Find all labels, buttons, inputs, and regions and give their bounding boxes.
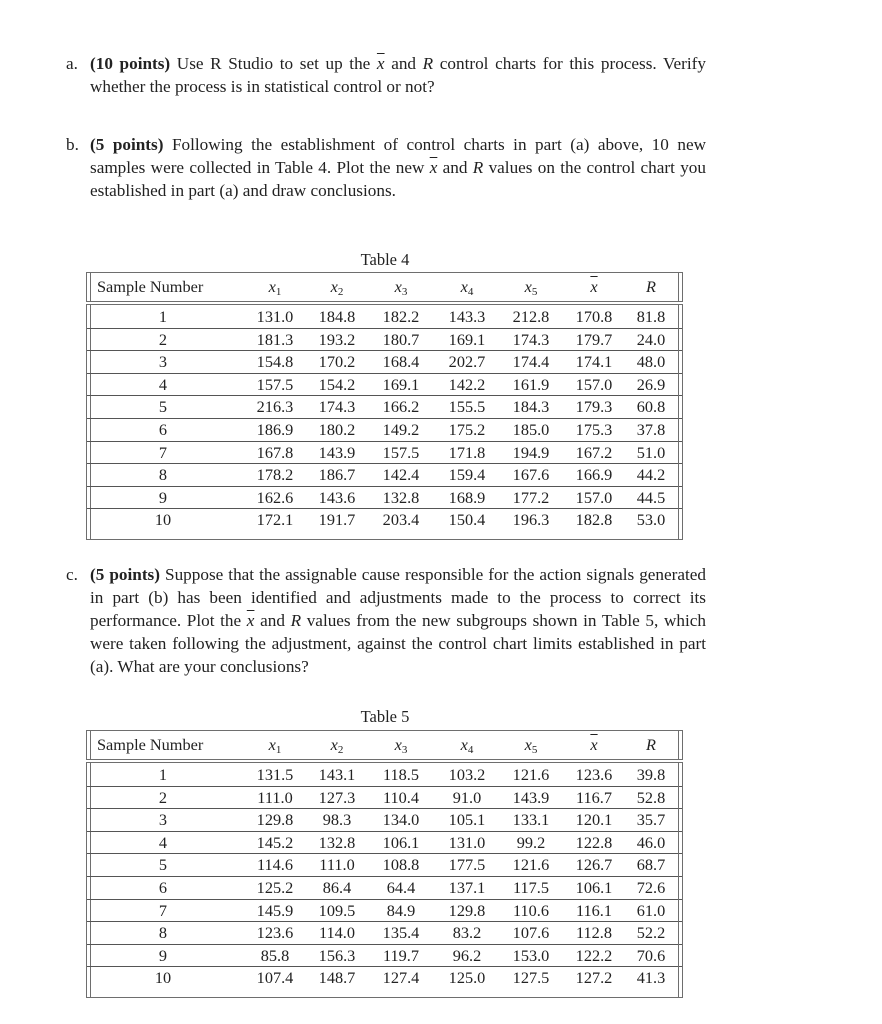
value-cell: 127.2	[575, 968, 613, 988]
value-cell: 126.7	[575, 855, 613, 875]
value-cell: 51.0	[636, 442, 666, 462]
value-cell: 177.2	[512, 487, 550, 507]
sample-number-cell: 10	[154, 510, 172, 530]
value-cell: 64.4	[386, 878, 416, 897]
value-cell: 175.3	[575, 420, 613, 439]
table-row	[87, 945, 682, 967]
value-cell: 122.2	[575, 945, 613, 965]
points-label: (5 points)	[90, 135, 164, 154]
header-x4: $x_4$	[460, 277, 474, 298]
value-cell: 161.9	[512, 374, 550, 394]
value-cell: 118.5	[382, 765, 420, 784]
value-cell: 61.0	[636, 900, 666, 920]
value-cell: 182.2	[382, 307, 420, 326]
value-cell: 150.4	[448, 510, 486, 530]
value-cell: 127.3	[318, 787, 356, 807]
value-cell: 180.2	[318, 420, 356, 439]
header-xbar: $\overline{x}$	[590, 735, 598, 754]
table-row	[87, 832, 682, 854]
value-cell: 121.6	[512, 765, 550, 784]
sample-number-cell: 6	[158, 420, 168, 439]
value-cell: 121.6	[512, 855, 550, 875]
value-cell: 106.1	[382, 832, 420, 852]
value-cell: 125.0	[448, 968, 486, 988]
value-cell: 157.5	[256, 374, 294, 394]
question-c	[66, 563, 706, 678]
value-cell: 142.2	[448, 374, 486, 394]
value-cell: 127.5	[512, 968, 550, 988]
points-label: (10 points)	[90, 54, 171, 73]
question-label: c.	[66, 565, 78, 584]
value-cell: 44.2	[636, 465, 666, 485]
header-r: R	[646, 277, 656, 296]
table-row	[87, 396, 682, 418]
sample-number-cell: 6	[158, 878, 168, 897]
sample-number-cell: 2	[158, 329, 168, 349]
value-cell: 107.6	[512, 923, 550, 943]
table-row	[87, 306, 682, 328]
value-cell: 83.2	[452, 923, 482, 943]
value-cell: 143.1	[318, 765, 356, 784]
value-cell: 143.3	[448, 307, 486, 326]
value-cell: 39.8	[636, 765, 666, 784]
table-row	[87, 922, 682, 944]
xbar-symbol: $\overline{x}$	[376, 54, 385, 73]
table-row	[87, 464, 682, 486]
value-cell: 53.0	[636, 510, 666, 530]
value-cell: 108.8	[382, 855, 420, 875]
value-cell: 180.7	[382, 329, 420, 349]
value-cell: 179.3	[575, 397, 613, 417]
sample-number-cell: 9	[158, 945, 168, 965]
value-cell: 134.0	[382, 810, 420, 830]
sample-number-cell: 1	[158, 307, 168, 326]
question-text: (10 points) Use R Studio to set up the $\overline{x}$ and R control charts for this process. Verify whether the process is in statistical control or not?	[90, 54, 706, 96]
header-x4: $x_4$	[460, 735, 474, 756]
sample-number-cell: 2	[158, 787, 168, 807]
question-a	[66, 52, 706, 98]
value-cell: 111.0	[319, 855, 355, 875]
value-cell: 70.6	[636, 945, 666, 965]
value-cell: 110.6	[512, 900, 550, 920]
value-cell: 127.4	[382, 968, 420, 988]
value-cell: 133.1	[512, 810, 550, 830]
value-cell: 175.2	[448, 420, 486, 439]
question-text: (5 points) Suppose that the assignable cause responsible for the action signals generated in part (b) has been identified and adjustments made to the process to correct its performance. Plot the $\overline{x}$ and R values from the new subgroups shown in Table 5, which were taken following the adjustment, against the control chart limits established in part (a). What are your conclusions?	[90, 565, 706, 676]
value-cell: 162.6	[256, 487, 294, 507]
value-cell: 177.5	[448, 855, 486, 875]
table-row	[87, 419, 682, 441]
sample-number-cell: 7	[158, 442, 168, 462]
value-cell: 131.0	[448, 832, 486, 852]
value-cell: 91.0	[452, 787, 482, 807]
table-row	[87, 854, 682, 876]
value-cell: 170.2	[318, 352, 356, 372]
value-cell: 85.8	[260, 945, 290, 965]
value-cell: 107.4	[256, 968, 294, 988]
value-cell: 174.1	[575, 352, 613, 372]
header-x3: $x_3$	[394, 735, 408, 756]
value-cell: 156.3	[318, 945, 356, 965]
value-cell: 174.4	[512, 352, 550, 372]
header-xbar: $\overline{x}$	[590, 277, 598, 296]
value-cell: 125.2	[256, 878, 294, 897]
value-cell: 132.8	[318, 832, 356, 852]
value-cell: 157.0	[575, 374, 613, 394]
table-row	[87, 967, 682, 989]
value-cell: 96.2	[452, 945, 482, 965]
value-cell: 148.7	[318, 968, 356, 988]
value-cell: 142.4	[382, 465, 420, 485]
question-label: a.	[66, 54, 78, 73]
value-cell: 185.0	[512, 420, 550, 439]
question-label: b.	[66, 135, 79, 154]
value-cell: 170.8	[575, 307, 613, 326]
value-cell: 123.6	[256, 923, 294, 943]
header-sample-number: Sample Number	[97, 277, 204, 296]
value-cell: 60.8	[636, 397, 666, 417]
value-cell: 123.6	[575, 765, 613, 784]
value-cell: 194.9	[512, 442, 550, 462]
sample-number-cell: 10	[154, 968, 172, 988]
value-cell: 135.4	[382, 923, 420, 943]
value-cell: 145.2	[256, 832, 294, 852]
header-sample-number: Sample Number	[97, 735, 204, 754]
xbar-symbol: $\overline{x}$	[429, 158, 438, 177]
value-cell: 216.3	[256, 397, 294, 417]
table-4-caption: Table 4	[360, 250, 410, 269]
value-cell: 24.0	[636, 329, 666, 349]
value-cell: 168.4	[382, 352, 420, 372]
value-cell: 103.2	[448, 765, 486, 784]
value-cell: 84.9	[386, 900, 416, 920]
value-cell: 46.0	[636, 832, 666, 852]
value-cell: 168.9	[448, 487, 486, 507]
value-cell: 52.2	[636, 923, 666, 943]
value-cell: 154.2	[318, 374, 356, 394]
sample-number-cell: 3	[158, 810, 168, 830]
value-cell: 196.3	[512, 510, 550, 530]
value-cell: 99.2	[516, 832, 546, 852]
value-cell: 202.7	[448, 352, 486, 372]
value-cell: 174.3	[318, 397, 356, 417]
header-r: R	[646, 735, 656, 754]
r-symbol: R	[290, 611, 302, 630]
value-cell: 35.7	[636, 810, 666, 830]
table-body	[86, 762, 683, 998]
value-cell: 37.8	[636, 420, 666, 439]
value-cell: 174.3	[512, 329, 550, 349]
value-cell: 212.8	[512, 307, 550, 326]
header-x1: $x_1$	[268, 277, 282, 298]
value-cell: 119.7	[382, 945, 420, 965]
value-cell: 167.8	[256, 442, 294, 462]
table-header	[86, 730, 683, 760]
value-cell: 191.7	[318, 510, 356, 530]
value-cell: 154.8	[256, 352, 294, 372]
table-row	[87, 329, 682, 351]
sample-number-cell: 1	[158, 765, 168, 784]
value-cell: 155.5	[448, 397, 486, 417]
header-x1: $x_1$	[268, 735, 282, 756]
value-cell: 186.9	[256, 420, 294, 439]
value-cell: 116.1	[575, 900, 613, 920]
value-cell: 169.1	[382, 374, 420, 394]
value-cell: 68.7	[636, 855, 666, 875]
value-cell: 167.2	[575, 442, 613, 462]
value-cell: 167.6	[512, 465, 550, 485]
value-cell: 122.8	[575, 832, 613, 852]
points-label: (5 points)	[90, 565, 160, 584]
table-row	[87, 487, 682, 509]
table-row	[87, 351, 682, 373]
table-row	[87, 900, 682, 922]
sample-number-cell: 7	[158, 900, 168, 920]
value-cell: 184.8	[318, 307, 356, 326]
value-cell: 111.0	[257, 787, 293, 807]
r-symbol: R	[472, 158, 484, 177]
xbar-symbol: $\overline{x}$	[246, 611, 255, 630]
header-x2: $x_2$	[330, 735, 344, 756]
table-row	[87, 374, 682, 396]
value-cell: 109.5	[318, 900, 356, 920]
value-cell: 186.7	[318, 465, 356, 485]
value-cell: 48.0	[636, 352, 666, 372]
value-cell: 137.1	[448, 878, 486, 897]
value-cell: 171.8	[448, 442, 486, 462]
table-5-caption: Table 5	[360, 707, 410, 726]
value-cell: 179.7	[575, 329, 613, 349]
table-row	[87, 509, 682, 531]
sample-number-cell: 4	[158, 832, 168, 852]
value-cell: 81.8	[636, 307, 666, 326]
value-cell: 52.8	[636, 787, 666, 807]
value-cell: 116.7	[575, 787, 613, 807]
value-cell: 203.4	[382, 510, 420, 530]
value-cell: 41.3	[636, 968, 666, 988]
value-cell: 106.1	[575, 878, 613, 897]
value-cell: 131.5	[256, 765, 294, 784]
value-cell: 143.9	[512, 787, 550, 807]
value-cell: 105.1	[448, 810, 486, 830]
value-cell: 26.9	[636, 374, 666, 394]
value-cell: 145.9	[256, 900, 294, 920]
value-cell: 114.0	[318, 923, 356, 943]
question-b	[66, 133, 706, 202]
value-cell: 44.5	[636, 487, 666, 507]
header-x2: $x_2$	[330, 277, 344, 298]
value-cell: 157.5	[382, 442, 420, 462]
value-cell: 132.8	[382, 487, 420, 507]
sample-number-cell: 9	[158, 487, 168, 507]
table-row	[87, 787, 682, 809]
value-cell: 112.8	[575, 923, 613, 943]
value-cell: 72.6	[636, 878, 666, 897]
value-cell: 98.3	[322, 810, 352, 830]
table-row	[87, 877, 682, 899]
sample-number-cell: 5	[158, 397, 168, 417]
value-cell: 169.1	[448, 329, 486, 349]
sample-number-cell: 8	[158, 465, 168, 485]
value-cell: 117.5	[512, 878, 550, 897]
table-row	[87, 809, 682, 831]
header-x5: $x_5$	[524, 277, 538, 298]
value-cell: 129.8	[256, 810, 294, 830]
header-x3: $x_3$	[394, 277, 408, 298]
value-cell: 110.4	[382, 787, 420, 807]
value-cell: 143.6	[318, 487, 356, 507]
value-cell: 149.2	[382, 420, 420, 439]
value-cell: 166.2	[382, 397, 420, 417]
value-cell: 172.1	[256, 510, 294, 530]
value-cell: 182.8	[575, 510, 613, 530]
sample-number-cell: 5	[158, 855, 168, 875]
table-body	[86, 304, 683, 540]
value-cell: 153.0	[512, 945, 550, 965]
value-cell: 184.3	[512, 397, 550, 417]
table-row	[87, 442, 682, 464]
value-cell: 181.3	[256, 329, 294, 349]
value-cell: 131.0	[256, 307, 294, 326]
value-cell: 143.9	[318, 442, 356, 462]
question-text: (5 points) Following the establishment of control charts in part (a) above, 10 new samples were collected in Table 4. Plot the new $\overline{x}$ and R values on the control chart you established in part (a) and draw conclusions.	[90, 135, 706, 200]
sample-number-cell: 3	[158, 352, 168, 372]
value-cell: 86.4	[322, 878, 352, 897]
value-cell: 193.2	[318, 329, 356, 349]
r-symbol: R	[422, 54, 434, 73]
value-cell: 114.6	[256, 855, 294, 875]
value-cell: 166.9	[575, 465, 613, 485]
value-cell: 120.1	[575, 810, 613, 830]
value-cell: 178.2	[256, 465, 294, 485]
table-header	[86, 272, 683, 302]
value-cell: 129.8	[448, 900, 486, 920]
value-cell: 159.4	[448, 465, 486, 485]
table-row	[87, 764, 682, 786]
value-cell: 157.0	[575, 487, 613, 507]
header-x5: $x_5$	[524, 735, 538, 756]
sample-number-cell: 4	[158, 374, 168, 394]
sample-number-cell: 8	[158, 923, 168, 943]
